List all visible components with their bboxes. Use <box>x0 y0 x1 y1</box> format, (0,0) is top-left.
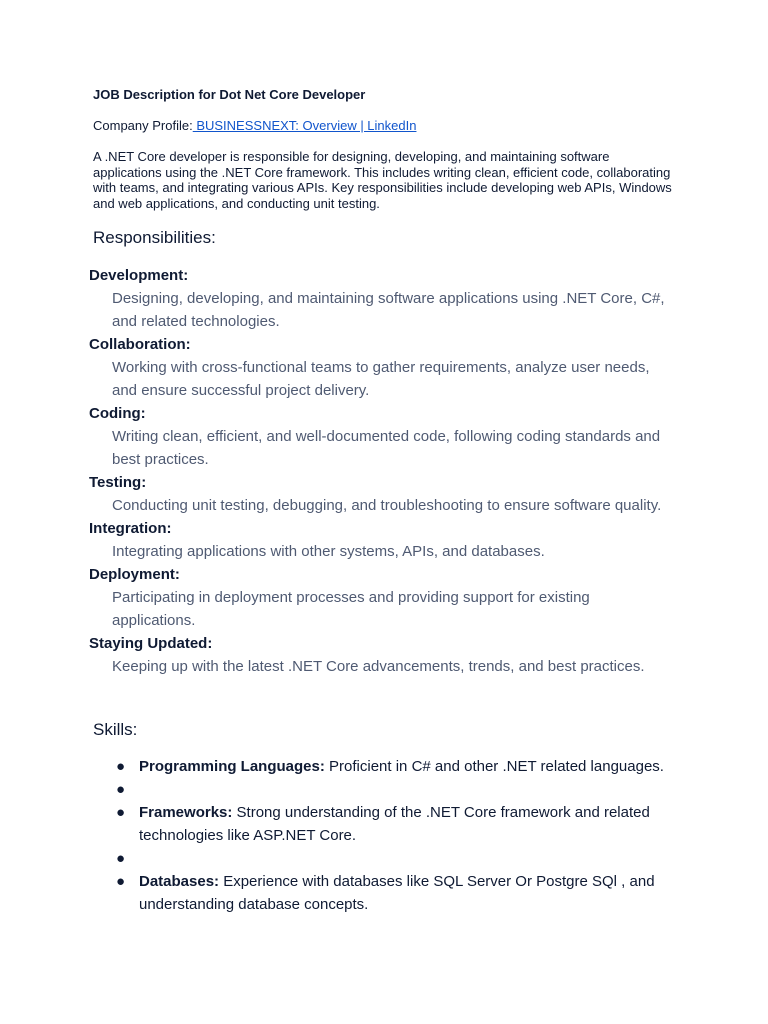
responsibility-description: Conducting unit testing, debugging, and troubleshooting to ensure software quality. <box>112 497 662 514</box>
bullet-icon: ● <box>116 873 126 890</box>
responsibility-item <box>89 333 689 402</box>
skill-item-empty <box>110 778 669 801</box>
company-profile-label: Company Profile: <box>93 118 193 133</box>
responsibility-label: Testing: <box>89 474 147 491</box>
responsibility-label: Staying Updated: <box>89 635 213 652</box>
responsibility-item <box>89 402 689 471</box>
responsibility-label: Deployment: <box>89 566 180 583</box>
company-profile-line <box>93 118 416 133</box>
skill-text: Experience with databases like SQL Server Or Postgre SQl , and understanding database concepts. <box>139 873 655 913</box>
responsibility-description: Participating in deployment processes and providing support for existing applications. <box>112 589 590 629</box>
skill-item <box>110 870 669 916</box>
responsibility-item <box>89 517 689 563</box>
skill-item <box>110 801 669 847</box>
skill-name: Databases: <box>139 873 220 890</box>
responsibility-description: Writing clean, efficient, and well-documented code, following coding standards and best practices. <box>112 428 661 468</box>
bullet-icon: ● <box>116 758 126 775</box>
intro-paragraph: A .NET Core developer is responsible for designing, developing, and maintaining software applications using the .NET Core framework. This includes writing clean, efficient code, collaborating with teams, and integrating various APIs. Key responsibilities include developing web APIs, Windows and web applications, and conducting unit testing. <box>93 149 672 211</box>
skills-list <box>110 755 690 916</box>
responsibility-description: Keeping up with the latest .NET Core advancements, trends, and best practices. <box>112 658 645 675</box>
responsibilities-heading: Responsibilities: <box>93 228 216 247</box>
skill-name: Programming Languages: <box>139 758 325 775</box>
skill-text: Strong understanding of the .NET Core framework and related technologies like ASP.NET Core. <box>139 804 650 844</box>
document-title: JOB Description for Dot Net Core Developer <box>93 87 366 102</box>
skill-item-empty <box>110 847 669 870</box>
responsibility-label: Coding: <box>89 405 146 422</box>
responsibility-description: Integrating applications with other systems, APIs, and databases. <box>112 543 545 560</box>
bullet-icon: ● <box>116 850 126 867</box>
responsibility-label: Collaboration: <box>89 336 191 353</box>
responsibility-description: Working with cross-functional teams to gather requirements, analyze user needs, and ensure successful project delivery. <box>112 359 650 399</box>
bullet-icon: ● <box>116 804 126 821</box>
responsibility-label: Integration: <box>89 520 172 537</box>
bullet-icon: ● <box>116 781 126 798</box>
responsibility-label: Development: <box>89 267 189 284</box>
responsibility-item <box>89 563 689 632</box>
responsibility-item <box>89 471 689 517</box>
responsibility-item <box>89 632 689 678</box>
skill-name: Frameworks: <box>139 804 233 821</box>
skill-text: Proficient in C# and other .NET related languages. <box>324 758 664 775</box>
company-profile-link[interactable]: BUSINESSNEXT: Overview | LinkedIn <box>192 118 417 133</box>
responsibilities-list <box>89 264 689 678</box>
responsibility-description: Designing, developing, and maintaining software applications using .NET Core, C#, and related technologies. <box>112 290 665 330</box>
responsibility-item <box>89 264 689 333</box>
skill-item <box>110 755 669 778</box>
skills-heading: Skills: <box>93 720 138 739</box>
